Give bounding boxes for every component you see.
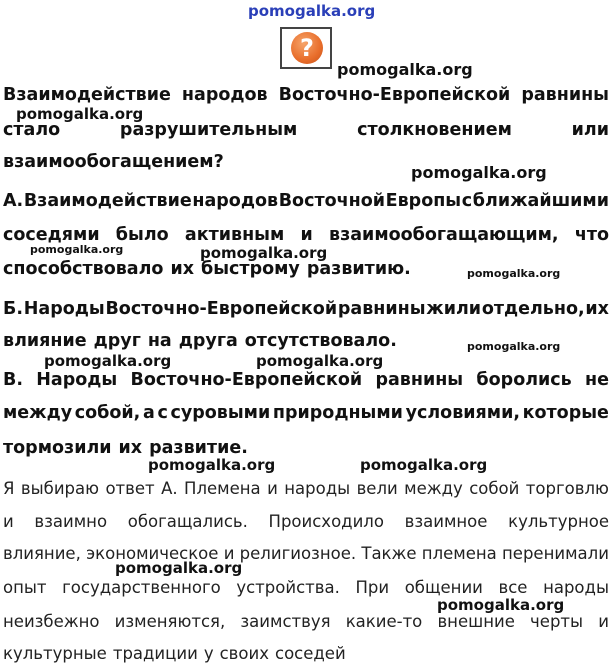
option-c-line: между собой, а с суровыми природными условиями, которые: [3, 403, 609, 423]
option-b-line: влияние друг на друга отсутствовало.: [3, 331, 397, 351]
question-line: взаимообогащением?: [3, 152, 224, 172]
question-line: стало разрушительным столкновением или: [3, 120, 609, 140]
watermark: pomogalka.org: [44, 352, 172, 370]
watermark: pomogalka.org: [467, 267, 561, 280]
option-c-line: В. Народы Восточно-Европейской равнины боролись не: [3, 370, 609, 390]
option-c-line: тормозили их развитие.: [3, 438, 248, 458]
watermark: pomogalka.org: [30, 243, 124, 256]
answer-line: влияние, экономическое и религиозное. Также племена перенимали: [3, 544, 609, 563]
option-a-line: соседями было активным и взаимообогащающим, что: [3, 225, 609, 245]
watermark: pomogalka.org: [148, 456, 276, 474]
answer-line: неизбежно изменяются, заимствуя какие-то внешние черты и: [3, 612, 609, 631]
watermark: pomogalka.org: [437, 596, 565, 614]
question-icon: [280, 27, 332, 69]
watermark: pomogalka.org: [360, 456, 488, 474]
question-mark-glyph: ?: [291, 32, 323, 64]
watermark: pomogalka.org: [115, 559, 243, 577]
option-a-line: способствовало их быстрому развитию.: [3, 259, 411, 279]
watermark: pomogalka.org: [256, 352, 384, 370]
answer-line: и взаимно обогащались. Происходило взаимное культурное: [3, 512, 609, 531]
option-a-line: А. Взаимодействие народов Восточной Европы с ближайшими: [3, 191, 609, 211]
answer-line: Я выбираю ответ А. Племена и народы вели между собой торговлю: [3, 479, 609, 498]
watermark: pomogalka.org: [16, 105, 144, 123]
watermark: pomogalka.org: [467, 340, 561, 353]
watermark-top: pomogalka.org: [248, 2, 376, 20]
question-line: Взаимодействие народов Восточно-Европейской равнины: [3, 85, 609, 105]
option-b-line: Б. Народы Восточно-Европейской равнины жили отдельно, их: [3, 299, 609, 319]
watermark: pomogalka.org: [337, 60, 473, 79]
answer-line: культурные традиции у своих соседей: [3, 644, 346, 663]
answer-line: опыт государственного устройства. При общении все народы: [3, 578, 609, 597]
watermark: pomogalka.org: [411, 163, 547, 182]
watermark: pomogalka.org: [200, 244, 328, 262]
